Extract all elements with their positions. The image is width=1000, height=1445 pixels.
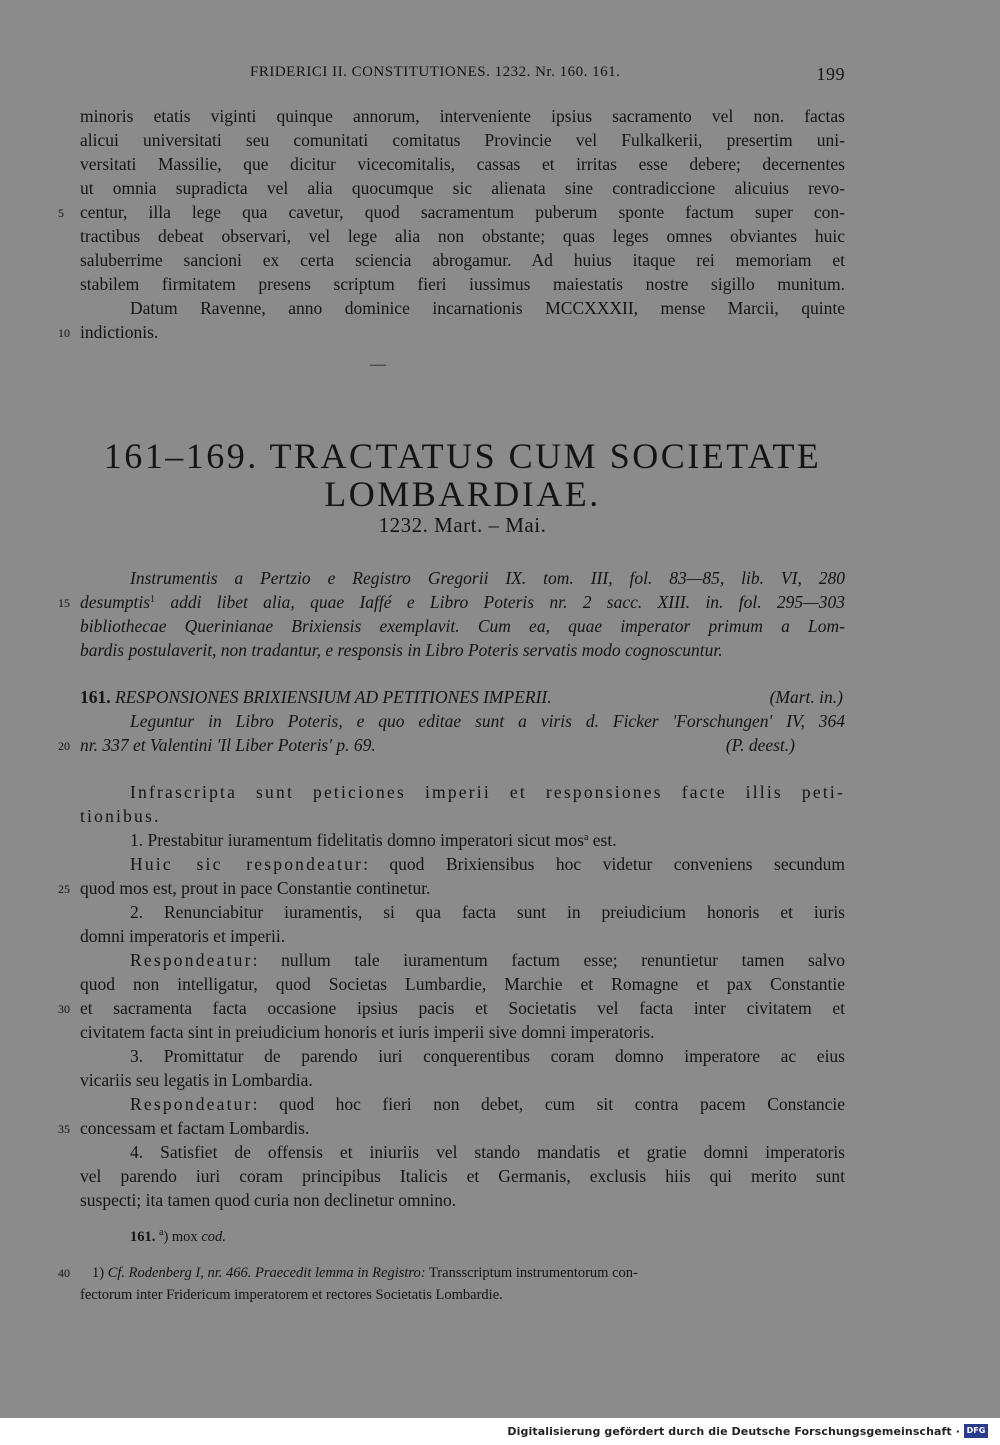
text-line: bardis postulaverit, non tradantur, e responsis in Libro Poteris servatis modo cognoscuntur.: [80, 640, 723, 660]
spaced-text: Huic sic respondeatur: [130, 854, 364, 874]
footnote-line: [58, 1262, 845, 1284]
text-line: tractibus debeat observari, vel lege alia non obstante; quas leges omnes obviantes huic: [80, 226, 845, 246]
text-line-content: centur, illa lege qua cavetur, quod sacramentum puberum sponte factum super con-: [80, 202, 845, 222]
line-number: 40: [58, 1266, 70, 1280]
text-line: tionibus.: [80, 806, 161, 826]
text-segment: addi libet alia, quae Iaffé e Libro Poteris nr. 2 sacc. XIII. in. fol. 295—303: [155, 592, 845, 612]
text-line: civitatem facta sint in preiudicium honoris et iuris imperii sive domni imperatoris.: [80, 1022, 655, 1042]
text-line: bibliothecae Querinianae Brixiensis exemplavit. Cum ea, quae imperator primum a Lom-: [80, 616, 845, 636]
text-line-content: nr. 337 et Valentini 'Il Liber Poteris' p. 69.: [80, 735, 376, 755]
section-date: 1232. Mart. – Mai.: [378, 513, 547, 537]
text-line: [58, 876, 845, 900]
apparatus-ref: a: [583, 832, 589, 843]
text-line: [58, 320, 845, 344]
text-line: 2. Renunciabitur iuramentis, si qua facta sunt in preiudicium honoris et iuris: [130, 902, 845, 922]
text-segment: desumptis: [80, 592, 150, 612]
text-line-content: et sacramenta facta occasione ipsius pacis et Societatis vel facta inter civitatem et: [80, 998, 845, 1018]
document-source-line: Leguntur in Libro Poteris, e quo editae sunt a viris d. Ficker 'Forschungen' IV, 364: [130, 711, 845, 731]
text-line: Instrumentis a Pertzio e Registro Gregorii IX. tom. III, fol. 83—85, lib. VI, 280: [130, 568, 845, 588]
text-line: vel parendo iuri coram principibus Italicis et Germanis, exclusis hiis qui merito sunt: [80, 1166, 845, 1186]
document-date: (Mart. in.): [769, 687, 843, 707]
text-line: quod non intelligatur, quod Societas Lumbardie, Marchie et Romagne et pax Constantie: [80, 974, 845, 994]
text-line: versitati Massilie, que dicitur vicecomitalis, cassas et irritas esse debere; decernentes: [80, 154, 845, 174]
document-body: [58, 780, 845, 1212]
line-number: 5: [58, 206, 64, 220]
line-number: 15: [58, 596, 70, 610]
line-number: 25: [58, 882, 70, 896]
text-segment: : nullum tale iuramentum factum esse; renuntietur tamen salvo: [252, 950, 845, 970]
section-title-line2: LOMBARDIAE.: [324, 474, 601, 514]
text-line: Datum Ravenne, anno dominice incarnationis MCCXXXII, mense Marcii, quinte: [130, 298, 845, 318]
text-line: vicariis seu legatis in Lombardia.: [80, 1070, 313, 1090]
apparatus-abbr: cod.: [201, 1229, 226, 1245]
footnote-ref: 1: [150, 594, 155, 605]
prev-document-text: [58, 104, 845, 344]
text-line: 4. Satisfiet de offensis et iniuriis vel stando mandatis et gratie domni imperatoris: [130, 1142, 845, 1162]
spaced-text: Respondeatur: [130, 950, 253, 970]
text-line: 3. Promittatur de parendo iuri conquerentibus coram domno imperatore ac eius: [130, 1046, 845, 1066]
line-number: 10: [58, 326, 70, 340]
footer-bar: [0, 1418, 1000, 1445]
text-line: stabilem firmitatem presens scriptum fieri iussimus maiestatis nostre sigillo munitum.: [80, 274, 845, 294]
text-line: saluberrime sancioni ex certa sciencia abrogamur. Ad huius itaque rei memoriam et: [80, 250, 845, 270]
apparatus-line: [80, 1226, 845, 1248]
text-line: [80, 852, 845, 876]
spaced-text: Respondeatur: [130, 1094, 253, 1114]
section-title-line1: 161–169. TRACTATUS CUM SOCIETATE: [103, 436, 822, 476]
footnote: [58, 1262, 845, 1306]
running-title: FRIDERICI II. CONSTITUTIONES. 1232. Nr. 160. 161.: [250, 64, 621, 80]
footnote-italic: Cf. Rodenberg I, nr. 466. Praecedit lemma in Registro:: [107, 1265, 426, 1281]
text-segment: est.: [588, 830, 617, 850]
line-number: 30: [58, 1002, 70, 1016]
funding-notice: Digitalisierung gefördert durch die Deutsche Forschungsgemeinschaft ·: [507, 1425, 960, 1438]
text-line: [58, 1116, 845, 1140]
section-intro: [58, 566, 845, 662]
text-line: [58, 996, 845, 1020]
line-number: 35: [58, 1122, 70, 1136]
text-line: domni imperatoris et imperii.: [80, 926, 286, 946]
text-line-content: indictionis.: [80, 322, 159, 342]
section-separator: —: [370, 356, 388, 373]
apparatus-text: ) mox: [163, 1229, 202, 1245]
text-line-content: concessam et factam Lombardis.: [80, 1118, 310, 1138]
text-line: Infrascripta sunt peticiones imperii et responsiones facte illis peti-: [130, 782, 845, 802]
document-title-line: [80, 685, 845, 709]
document-source-line: [58, 733, 845, 757]
dfg-logo: DFG: [964, 1424, 988, 1438]
document-title: RESPONSIONES BRIXIENSIUM AD PETITIONES IMPERII.: [115, 687, 552, 707]
text-line: alicui universitati seu comunitati comitatus Provincie vel Fulkalkerii, presertim uni-: [80, 130, 845, 150]
running-header: [80, 64, 845, 86]
text-segment: 1. Prestabitur iuramentum fidelitatis domno imperatori sicut mos: [130, 830, 584, 850]
text-line: [58, 200, 845, 224]
document-number: 161.: [80, 687, 111, 707]
text-line: suspecti; ita tamen quod curia non declinetur omnino.: [80, 1190, 457, 1210]
footnote-line: fectorum inter Fridericum imperatorem et rectores Societatis Lombardie.: [80, 1287, 503, 1303]
text-line: [80, 948, 845, 972]
text-segment: : quod Brixiensibus hoc videtur conveniens secundum: [363, 854, 845, 874]
text-line: minoris etatis viginti quinque annorum, interveniente ipsius sacramento vel non. factas: [80, 106, 845, 126]
page-number: 199: [816, 64, 845, 84]
source-note: (P. deest.): [725, 735, 795, 755]
footnote-text: Transscriptum instrumentorum con-: [425, 1265, 638, 1281]
apparatus-number: 161.: [130, 1229, 156, 1245]
text-line: [80, 828, 845, 852]
text-line: [58, 590, 845, 614]
document-heading: [58, 685, 845, 757]
line-number: 20: [58, 739, 70, 753]
text-line: [80, 1092, 845, 1116]
critical-apparatus: [80, 1226, 845, 1248]
footnote-marker: 1): [92, 1265, 105, 1281]
text-line-content: quod mos est, prout in pace Constantie continetur.: [80, 878, 431, 898]
text-line: ut omnia supradicta vel alia quocumque sic alienata sine contradiccione alicuius revo-: [80, 178, 845, 198]
apparatus-letter: a: [159, 1227, 164, 1238]
text-segment: : quod hoc fieri non debet, cum sit contra pacem Constancie: [252, 1094, 845, 1114]
